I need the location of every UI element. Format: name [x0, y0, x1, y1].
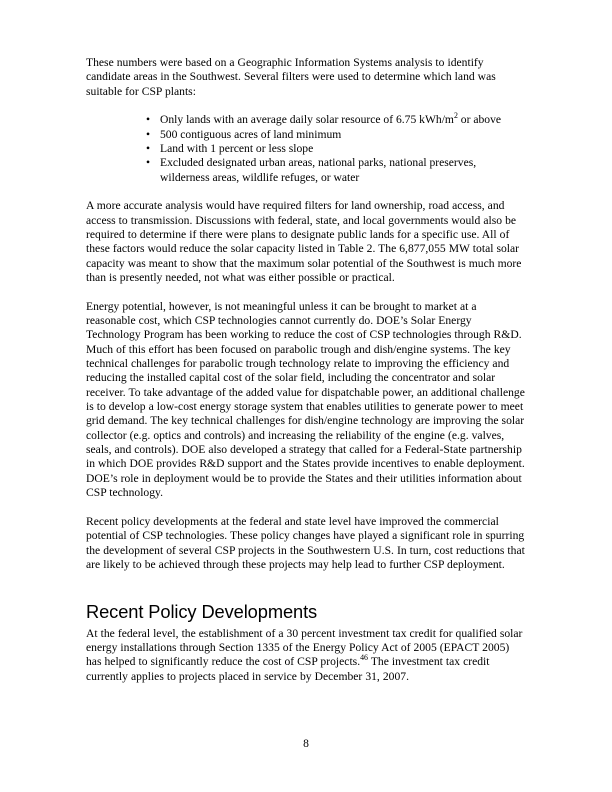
list-item: [86, 156, 527, 185]
list-item-text: Excluded designated urban areas, national parks, national preserves, wilderness areas, wildlife refuges, or water: [160, 156, 477, 184]
bullet-icon: •: [146, 113, 151, 127]
paragraph-federal-tax-credit: [86, 627, 527, 684]
bullet-icon: •: [146, 156, 151, 170]
list-item: [86, 128, 527, 142]
footnote-reference[interactable]: 46: [360, 653, 369, 663]
paragraph-text-before-footnote: At the federal level, the establishment of a 30 percent investment tax credit for qualified solar energy installations through Section 1335 of the Energy Policy Act of 2005 (EPACT 2005) has helped to significantly reduce the cost of CSP projects.: [86, 626, 523, 669]
list-item: [86, 113, 527, 127]
csp-land-filters-list: [86, 113, 527, 185]
list-item-text: 500 contiguous acres of land minimum: [160, 127, 342, 141]
section-spacer: [86, 586, 527, 600]
page-content: [86, 56, 527, 684]
list-item-text: Only lands with an average daily solar resource of 6.75 kWh/m: [160, 113, 454, 127]
paragraph-recent-policy: Recent policy developments at the federal and state level have improved the commercial potential of CSP technologies. These policy changes have played a significant role in spurring the development of several CSP projects in the Southwestern U.S. In turn, cost reductions that are likely to be achieved through these projects may help lead to further CSP deployment.: [86, 514, 525, 571]
list-item-text-suffix: or above: [457, 113, 502, 127]
list-item-text: Land with 1 percent or less slope: [160, 142, 314, 156]
bullet-icon: •: [146, 142, 151, 156]
paragraph-energy-potential: Energy potential, however, is not meaningful unless it can be brought to market at a reasonable cost, which CSP technologies cannot currently do. DOE’s Solar Energy Technology Program has been working to reduce the cost of CSP technologies through R&D. Much of this effort has been focused on parabolic trough and dish/engine systems. The key technical challenges for parabolic trough technology relate to improving the efficiency and reducing the installed capital cost of the solar field, including the concentrator and solar receiver. To take advantage of the added value for dispatchable power, an additional challenge is to develop a low-cost energy storage system that enables utilities to generate power to meet grid demand. The key technical challenges for dish/engine technology are improving the solar collector (e.g. optics and controls) and increasing the reliability of the engine (e.g. valves, seals, and controls). DOE also developed a strategy that called for a Federal-State partnership in which DOE provides R&D support and the States provide incentives to enable deployment. DOE’s role in deployment would be to provide the States and their utilities information about CSP technology.: [86, 299, 525, 500]
paragraph-text-after-footnote: The investment tax credit currently applies to projects placed in service by December 31, 2007.: [86, 655, 490, 683]
paragraph-intro: These numbers were based on a Geographic Information Systems analysis to identify candidate areas in the Southwest. Several filters were used to determine which land was suitable for CSP plants:: [86, 56, 496, 98]
bullet-icon: •: [146, 127, 151, 141]
page-number: 8: [303, 737, 309, 750]
paragraph-accuracy: A more accurate analysis would have required filters for land ownership, road access, and access to transmission. Discussions with federal, state, and local governments would also be required to determine if there were plans to designate public lands for a specific use. All of these factors would reduce the solar capacity listed in Table 2. The 6,877,055 MW total solar capacity was meant to show that the maximum solar potential of the Southwest is much more than is presently needed, not what was either possible or practical.: [86, 199, 522, 285]
superscript-unit: 2: [453, 111, 458, 121]
list-item: [86, 142, 527, 156]
page-title: Recent Policy Developments: [86, 600, 318, 622]
